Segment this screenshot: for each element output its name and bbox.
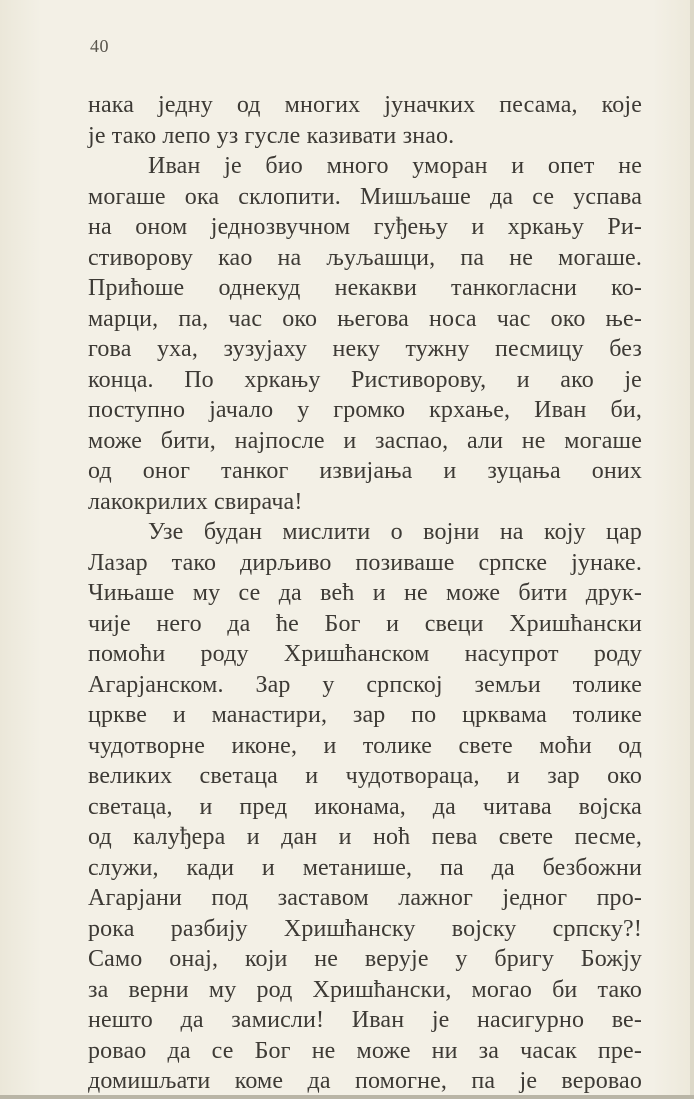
- text-line: на оном једнозвучном гуђењу и хркању Ри-: [88, 214, 642, 240]
- text-line: може бити, најпосле и заспао, али не могаше: [88, 427, 642, 454]
- text-line: Узе будан мислити о војни на коју цар: [148, 519, 642, 545]
- text-line: могаше ока склопити. Мишљаше да се успава: [88, 183, 642, 210]
- text-line: помоћи роду Хришћанском насупрот роду: [88, 641, 642, 667]
- text-line: ровао да се Бог не може ни за часак пре-: [88, 1037, 642, 1064]
- text-line: чије него да ће Бог и свеци Хришћански: [88, 610, 642, 637]
- text-line: Иван је био много уморан и опет не: [148, 153, 642, 179]
- text-line: цркве и манастири, зар по црквама толике: [88, 702, 642, 728]
- text-line: нешто да замисли! Иван је насигурно ве-: [88, 1007, 642, 1033]
- text-line: поступно јачало у громко крхање, Иван би,: [88, 397, 642, 423]
- text-line: нака једну од многих јуначких песама, које: [88, 92, 642, 118]
- text-line: за верни му род Хришћански, могао би тако: [88, 976, 642, 1003]
- text-line: марци, па, час око његова носа час око ње-: [88, 305, 642, 332]
- text-line: Агарјани под заставом лажног једног про-: [88, 885, 642, 911]
- text-line: Прићоше однекуд некакви танкогласни ко-: [88, 275, 642, 301]
- text-line: светаца, и пред иконама, да читава војска: [88, 793, 642, 820]
- page-edge-right: [690, 0, 694, 1099]
- text-line: конца. По хркању Ристиворову, и ако је: [88, 366, 642, 393]
- text-line: Само онај, који не верује у бригу Божју: [88, 946, 642, 972]
- text-line: Чињаше му се да већ и не може бити друк-: [88, 580, 642, 606]
- text-line: чудотворне иконе, и толике свете моћи од: [88, 732, 642, 759]
- text-line: великих светаца и чудотвораца, и зар око: [88, 763, 642, 789]
- body-text: [88, 90, 642, 1097]
- text-line: рока разбију Хришћанску војску српску?!: [88, 915, 642, 942]
- text-line: од оног танког извијања и зуцања оних: [88, 458, 642, 484]
- text-line: стиворову као на љуљашци, па не могаше.: [88, 244, 642, 271]
- text-line: служи, кади и метанише, па да безбожни: [88, 854, 642, 881]
- text-line: домишљати коме да помогне, па је веровао: [88, 1068, 642, 1094]
- page-number: 40: [90, 36, 109, 56]
- text-line: лакокрилих свирача!: [88, 488, 303, 515]
- text-line: Лазар тако дирљиво позиваше српске јунаке.: [88, 549, 642, 576]
- text-line: Агарјанском. Зар у српској земљи толике: [88, 671, 642, 698]
- text-line: је тако лепо уз гусле казивати знао.: [88, 122, 455, 149]
- text-line: гова уха, зузујаху неку тужну песмицу без: [88, 336, 642, 362]
- text-line: од калуђера и дан и ноћ пева свете песме,: [88, 824, 642, 850]
- page-edge-bottom: [0, 1095, 694, 1099]
